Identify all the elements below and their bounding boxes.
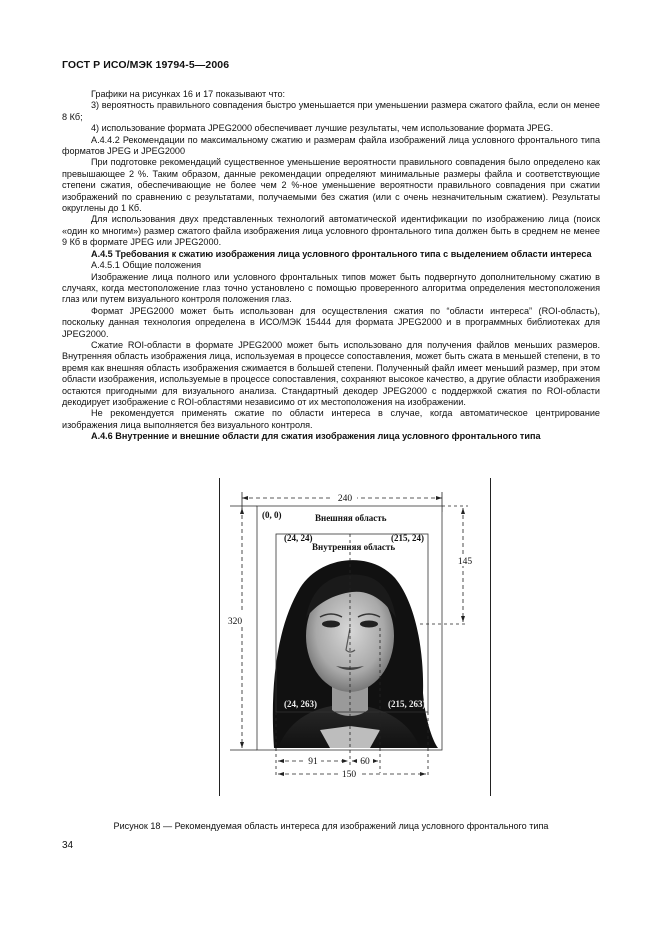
origin-label: (0, 0) <box>262 510 282 520</box>
figure-drawing <box>220 478 490 796</box>
paragraph: При подготовке рекомендаций существенное уменьшение вероятности правильного совпадения было определено как превышающее 2 %. Таким образом, данные рекомендации определяют минимальные размеры файла и соответствующие степени сжатия, обеспечивающие не более чем 2 %-ное уменьшение вероятности правильного совпадения при сжатии изображений по сравнению с результатами, получаемыми без сжатия (или с очень незначительным сжатием). Результаты округлены до 1 Кб. <box>62 157 600 214</box>
paragraph: Для использования двух представленных технологий автоматической идентификации по изображению лица (поиск «один ко многим») размер сжатого файла изображения лица условного фронтального типа должен быть в среднем не менее 9 Кб в формате JPEG или JPEG2000. <box>62 214 600 248</box>
dim-width: 240 <box>337 494 353 504</box>
paragraph: 4) использование формата JPEG2000 обеспечивает лучшие результаты, чем использование формата JPEG. <box>91 123 554 134</box>
dim-bottom-inner: 60 <box>360 757 370 767</box>
figure-caption: Рисунок 18 — Рекомендуемая область интереса для изображений лица условного фронтального типа <box>113 821 549 831</box>
paragraph: Формат JPEG2000 может быть использован для осуществления сжатия по “области интереса” (ROI-область), поскольку данная технология определена в ИСО/МЭК 15444 для формата JPEG2000 и в программных библиотеках для JPEG2000. <box>62 305 600 339</box>
paragraph: Сжатие ROI-области в формате JPEG2000 может быть использовано для получения файлов меньших размеров. Внутренняя область изображения лица, используемая в процессе сопоставления, может быть сжата в меньшей степени, в то время как внешняя область изображения сжимается в большей степени. Полученный файл имеет меньший размер, при этом области изображения, используемые в процессе сопоставления, сохраняют высокое качество, а другие области изображения остаются пригодными для визуального анализа. Стандартный декодер JPEG2000 с поддержкой сжатия по ROI-области декодирует изображение с ROI-областями независимо от их местоположения на изображении. <box>62 339 600 407</box>
corner-bottom-left-label: (24, 263) <box>284 699 317 709</box>
subsection-heading: А.4.5.1 Общие положения <box>91 260 202 271</box>
dim-top-offset: 145 <box>457 557 473 567</box>
document-body <box>62 89 600 443</box>
paragraph: Не рекомендуется применять сжатие по области интереса в случае, когда автоматическое центрирование изображения лица выполняется без визуального контроля. <box>62 408 600 430</box>
document-header: ГОСТ Р ИСО/МЭК 19794-5—2006 <box>62 59 230 71</box>
outer-region-label: Внешняя область <box>315 513 387 523</box>
corner-top-left-label: (24, 24) <box>284 533 313 543</box>
dim-bottom-left: 91 <box>308 757 318 767</box>
page-number: 34 <box>62 840 74 851</box>
face-roi-figure <box>219 478 491 796</box>
paragraph: Графики на рисунках 16 и 17 показывают что: <box>91 89 286 99</box>
paragraph: Изображение лица полного или условного фронтальных типов может быть подвергнуто дополнительному сжатию в случаях, когда местоположение глаз точно установлено с помощью проверенного алгоритма определения местоположения глаз или путем визуального контроля положения глаз. <box>62 271 600 305</box>
dim-height: 320 <box>227 617 243 627</box>
section-heading: А.4.6 Внутренние и внешние области для сжатия изображения лица условного фронтального типа <box>91 431 541 442</box>
paragraph: А.4.4.2 Рекомендации по максимальному сжатию и размерам файла изображений лица условного фронтального типа форматов JPEG и JPEG2000 <box>62 134 600 157</box>
corner-top-right-label: (215, 24) <box>391 533 424 543</box>
dim-bottom-total: 150 <box>341 770 357 780</box>
corner-bottom-right-label: (215, 263) <box>388 699 426 709</box>
inner-region-label: Внутренняя область <box>312 542 396 552</box>
section-heading: А.4.5 Требования к сжатию изображения лица условного фронтального типа с выделением области интереса <box>91 248 592 259</box>
paragraph: 3) вероятность правильного совпадения быстро уменьшается при уменьшении размера сжатого файла, если он менее 8 Кб; <box>62 100 600 122</box>
